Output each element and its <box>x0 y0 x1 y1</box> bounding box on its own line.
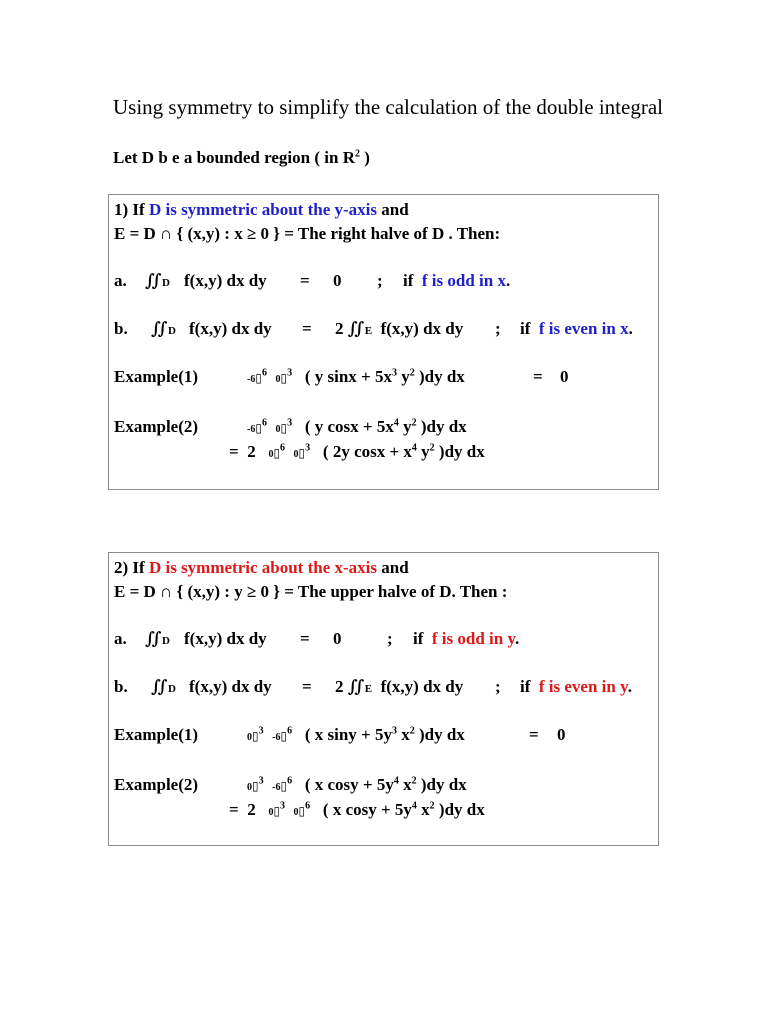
rule-a-value: 0 <box>333 629 342 648</box>
rule-b-integrand: f(x,y) dx dy <box>189 319 272 338</box>
double-integral: ∬D <box>151 319 176 338</box>
condition-line: 2) If D is symmetric about the x-axis and <box>114 558 409 577</box>
example-2-integral: -6▯$^6$ 0▯$^3$ ( y $\cos x + 5x^4$ $y^2$ )dy dx <box>247 417 467 436</box>
example-1-result: 0 <box>557 725 566 744</box>
rule-b-rhs: 2 ∬E f(x,y) dx dy <box>335 677 464 696</box>
example-2-label: Example(2) <box>114 775 199 794</box>
rule-b-label: b. <box>114 319 128 338</box>
equals: = <box>533 367 543 386</box>
rule-b-condition: if f is even in y. <box>520 677 632 696</box>
example-1-label: Example(1) <box>114 367 199 386</box>
halve-definition: E = D ∩ { (x,y) : x ≥ 0 } = The right halve of D . Then: <box>114 224 501 243</box>
equals: = <box>529 725 539 744</box>
equals: = <box>302 319 312 338</box>
semicolon: ; <box>495 677 501 696</box>
semicolon: ; <box>377 271 383 290</box>
rule-a-integrand: f(x,y) dx dy <box>184 629 267 648</box>
rule-a-label: a. <box>114 629 127 648</box>
double-integral: ∬D <box>151 677 176 696</box>
semicolon: ; <box>387 629 393 648</box>
example-1-result: 0 <box>560 367 569 386</box>
page-title: Using symmetry to simplify the calculation of the double integral <box>113 95 663 119</box>
intro-line: Let D b e a bounded region ( in $R^2$ ) <box>113 148 370 167</box>
equals: = <box>300 629 310 648</box>
rule-b-integrand: f(x,y) dx dy <box>189 677 272 696</box>
example-1-integral: -6▯$^6$ 0▯$^3$ ( y $\sin x + 5x^3$ $y^2$ )dy dx <box>247 367 465 386</box>
example-1-integral: 0▯$^3$ -6▯$^6$ ( x $\sin y + 5y^3$ $x^2$ )dy dx <box>247 725 465 744</box>
halve-definition: E = D ∩ { (x,y) : y ≥ 0 } = The upper halve of D. Then : <box>114 582 508 601</box>
equals: = <box>300 271 310 290</box>
double-integral: ∬D <box>145 629 170 648</box>
example-1-label: Example(1) <box>114 725 199 744</box>
rule-b-rhs: 2 ∬E f(x,y) dx dy <box>335 319 464 338</box>
example-2-label: Example(2) <box>114 417 199 436</box>
rule-a-integrand: f(x,y) dx dy <box>184 271 267 290</box>
section-y-axis <box>108 194 659 490</box>
equals: = <box>302 677 312 696</box>
condition-line: 1) If D is symmetric about the y-axis and <box>114 200 409 219</box>
rule-a-condition: if f is odd in x. <box>403 271 511 290</box>
rule-a-condition: if f is odd in y. <box>413 629 520 648</box>
example-2-result: = 2 0▯$^6$ 0▯$^3$ ( 2y $\cos x + x^4$ $y^2$ )dy dx <box>229 442 485 461</box>
rule-b-condition: if f is even in x. <box>520 319 633 338</box>
rule-b-label: b. <box>114 677 128 696</box>
section-x-axis <box>108 552 659 846</box>
semicolon: ; <box>495 319 501 338</box>
rule-a-label: a. <box>114 271 127 290</box>
example-2-integral: 0▯$^3$ -6▯$^6$ ( x $\cos y + 5y^4$ $x^2$ )dy dx <box>247 775 467 794</box>
example-2-result: = 2 0▯$^3$ 0▯$^6$ ( x $\cos y + 5y^4$ $x^2$ )dy dx <box>229 800 485 819</box>
rule-a-value: 0 <box>333 271 342 290</box>
double-integral: ∬D <box>145 271 170 290</box>
